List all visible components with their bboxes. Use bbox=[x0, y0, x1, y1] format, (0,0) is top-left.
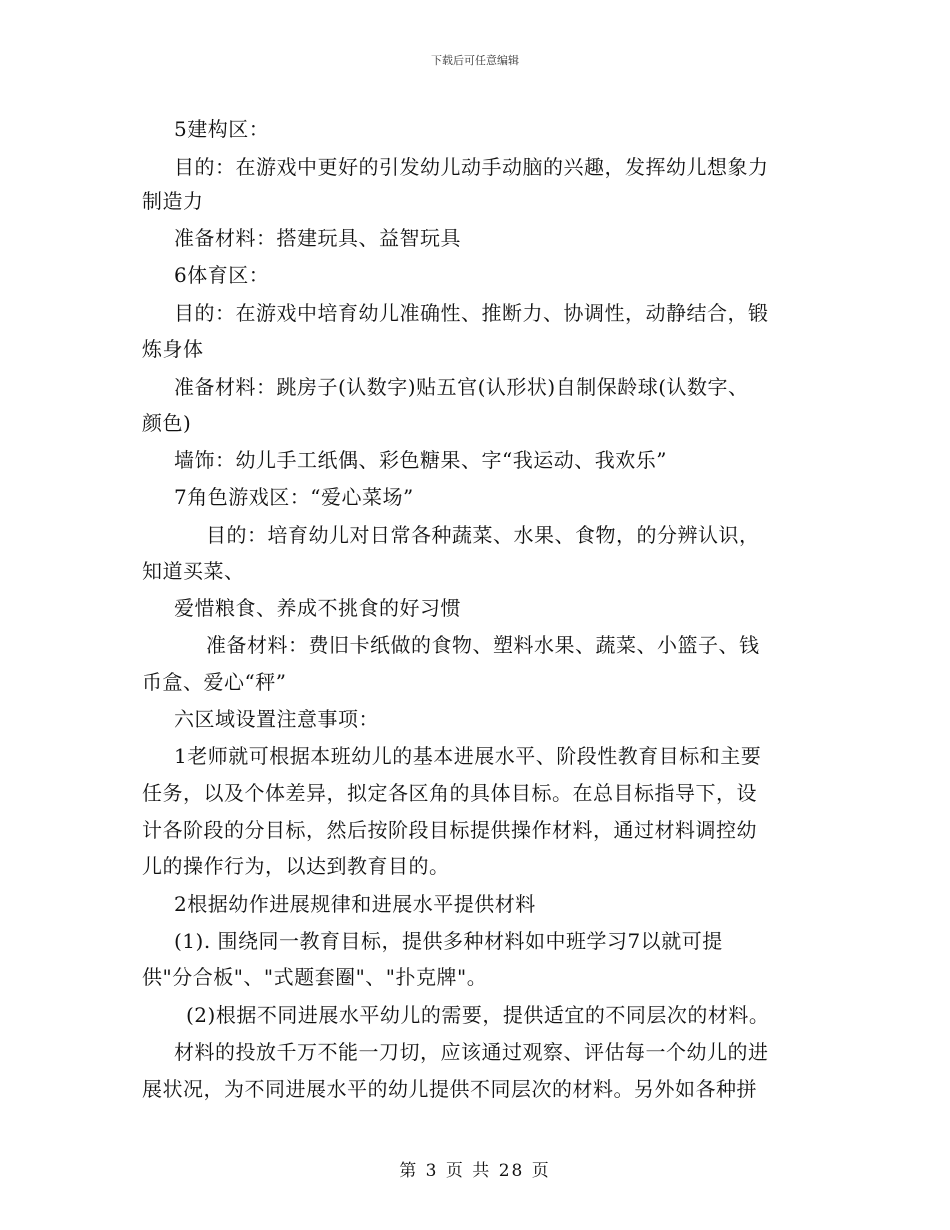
text-line: (1). 围绕同一教育目标，提供多种材料如中班学习7以就可提 bbox=[174, 929, 723, 953]
text-line: 材料的投放千万不能一刀切，应该通过观察、评估每一个幼儿的进 bbox=[174, 1040, 769, 1064]
text-line: 准备材料：搭建玩具、益智玩具 bbox=[174, 226, 461, 250]
text-line: 7角色游戏区：“爱心菜场” bbox=[174, 485, 414, 509]
text-line: 供"分合板"、"式题套圈"、"扑克牌"。 bbox=[142, 965, 488, 989]
text-line: 目的：在游戏中培育幼儿准确性、推断力、协调性，动静结合，锻 bbox=[174, 301, 769, 325]
text-line: 准备材料：跳房子(认数字)贴五官(认形状)自制保龄球(认数字、 bbox=[174, 375, 749, 399]
text-line: 儿的操作行为，以达到教育目的。 bbox=[142, 854, 450, 878]
page-footer: 第 3 页 共 28 页 bbox=[399, 1161, 551, 1181]
text-line: 5建构区： bbox=[174, 117, 270, 141]
text-line: 计各阶段的分目标，然后按阶段目标提供操作材料，通过材料调控幼 bbox=[142, 818, 757, 842]
page-header: 下载后可任意编辑 bbox=[431, 54, 519, 67]
text-line: (2)根据不同进展水平幼儿的需要，提供适宜的不同层次的材料。 bbox=[186, 1003, 770, 1027]
text-line: 目的：在游戏中更好的引发幼儿动手动脑的兴趣，发挥幼儿想象力 bbox=[174, 155, 769, 179]
text-line: 颜色) bbox=[142, 411, 192, 435]
text-line: 2根据幼作进展规律和进展水平提供材料 bbox=[174, 892, 536, 916]
text-line: 任务，以及个体差异，拟定各区角的具体目标。在总目标指导下，设 bbox=[142, 781, 757, 805]
text-line: 6体育区： bbox=[174, 263, 270, 287]
text-line: 六区域设置注意事项： bbox=[174, 707, 379, 731]
text-line: 1老师就可根据本班幼儿的基本进展水平、阶段性教育目标和主要 bbox=[174, 744, 762, 768]
text-line: 知道买菜、 bbox=[142, 559, 245, 583]
text-line: 制造力 bbox=[142, 189, 204, 213]
text-line: 爱惜粮食、养成不挑食的好习惯 bbox=[174, 596, 461, 620]
text-line: 准备材料：费旧卡纸做的食物、塑料水果、蔬菜、小篮子、钱 bbox=[206, 633, 760, 657]
text-line: 展状况，为不同进展水平的幼儿提供不同层次的材料。另外如各种拼 bbox=[142, 1077, 757, 1101]
text-line: 目的：培育幼儿对日常各种蔬菜、水果、食物，的分辨认识， bbox=[206, 523, 760, 547]
text-line: 墙饰：幼儿手工纸偶、彩色糖果、字“我运动、我欢乐” bbox=[174, 448, 667, 472]
text-line: 币盒、爱心“秤” bbox=[142, 670, 287, 694]
text-line: 炼身体 bbox=[142, 337, 204, 361]
